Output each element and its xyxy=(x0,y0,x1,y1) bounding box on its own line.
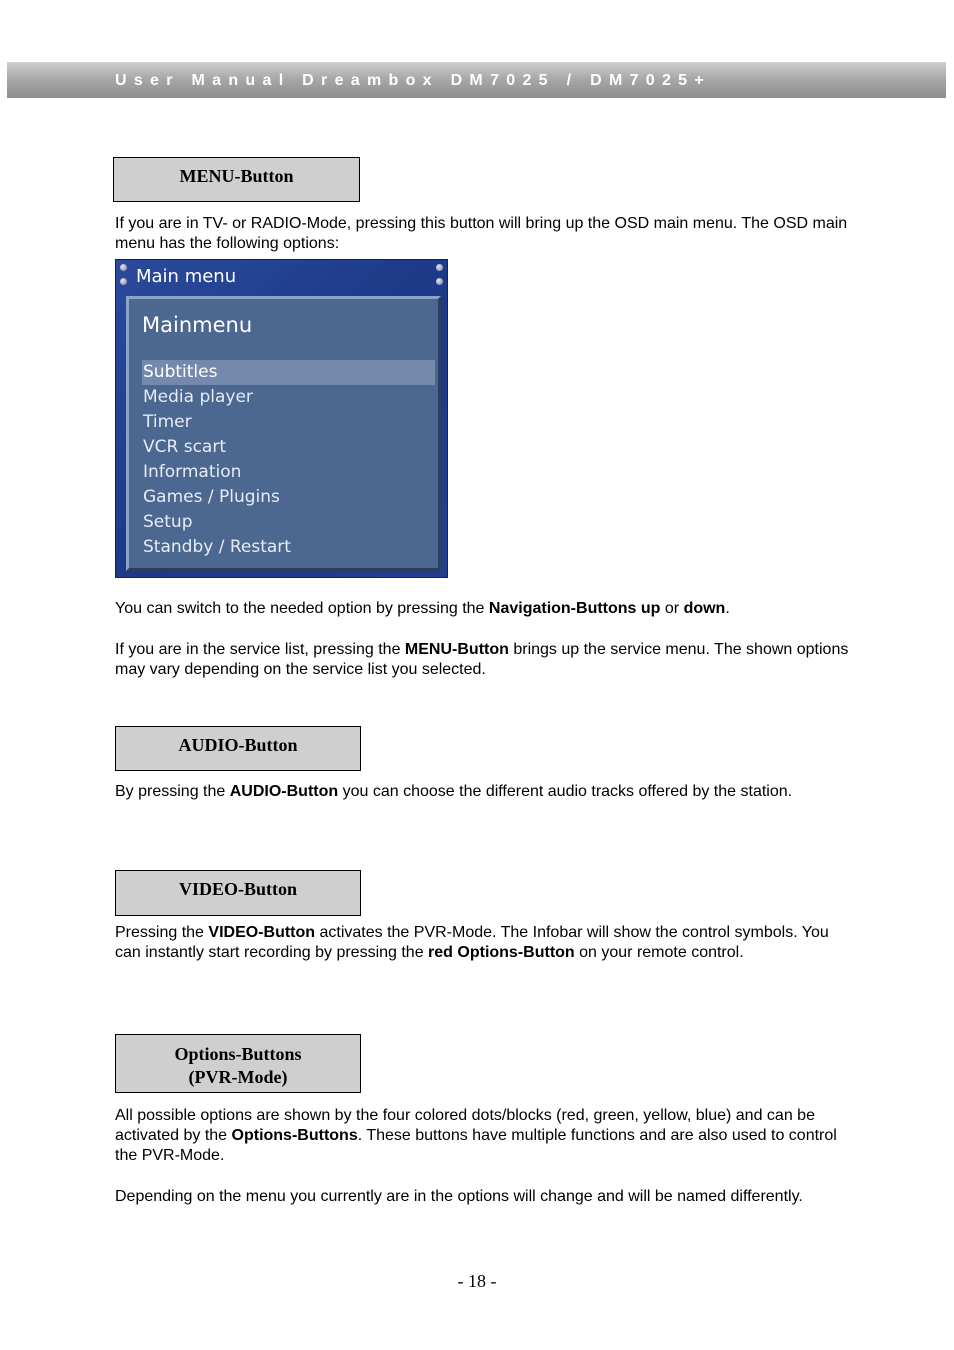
text-span: or xyxy=(660,600,684,617)
osd-window-title: Main menu xyxy=(136,266,237,287)
osd-menu-heading: Mainmenu xyxy=(142,313,253,337)
osd-menu-item[interactable]: Games / Plugins xyxy=(143,487,280,507)
header-bar xyxy=(7,62,946,98)
section-title-audio-button xyxy=(115,726,361,771)
bold-span: MENU-Button xyxy=(404,641,509,658)
bold-span: Navigation-Buttons up xyxy=(488,600,661,617)
text-span: activates the PVR-Mode. The Infobar will show the control symbols. You can instantly start recording by pressing the xyxy=(115,924,829,961)
osd-main-menu-screenshot xyxy=(115,259,448,578)
paragraph-video xyxy=(115,923,850,963)
text-span: By pressing the xyxy=(115,783,230,800)
text-span: All possible options are shown by the four colored dots/blocks (red, green, yellow, blue) and can be activated by the xyxy=(115,1107,815,1144)
manual-title: User Manual Dreambox DM7025 / DM7025+ xyxy=(115,72,712,89)
screw-icon xyxy=(120,278,127,285)
osd-menu-list xyxy=(142,360,435,560)
screw-icon xyxy=(436,264,443,271)
paragraph-options-naming: Depending on the menu you currently are in the options will change and will be named differently. xyxy=(115,1188,803,1205)
section-title-label: VIDEO-Button xyxy=(178,879,298,899)
osd-menu-item[interactable]: Setup xyxy=(143,512,193,532)
text-span: If you are in the service list, pressing the xyxy=(115,641,405,658)
section-title-video-button xyxy=(115,870,361,916)
text-span: Pressing the xyxy=(115,924,209,941)
osd-menu-item[interactable]: Timer xyxy=(143,412,192,432)
text-span: . xyxy=(725,600,730,617)
section-title-label: AUDIO-Button xyxy=(178,735,298,755)
paragraph-service-list xyxy=(115,640,850,680)
paragraph-menu-intro: If you are in TV- or RADIO-Mode, pressing this button will bring up the OSD main menu. The OSD main menu has the following options: xyxy=(115,215,848,252)
osd-menu-item[interactable]: Subtitles xyxy=(142,360,435,385)
screw-icon xyxy=(120,264,127,271)
text-span: you can choose the different audio tracks offered by the station. xyxy=(338,783,793,800)
bold-span: AUDIO-Button xyxy=(229,783,339,800)
bold-span: down xyxy=(683,600,726,617)
bold-span: VIDEO-Button xyxy=(208,924,316,941)
text-span: brings up the service menu. The shown options may vary depending on the service list you selected. xyxy=(115,641,849,678)
section-title-menu-button xyxy=(113,157,360,202)
osd-menu-panel xyxy=(126,296,441,571)
text-span: You can switch to the needed option by pressing the xyxy=(115,600,489,617)
page-number: - 18 - xyxy=(457,1271,497,1291)
paragraph-navigation xyxy=(115,599,850,619)
bold-span: Options-Buttons xyxy=(231,1127,358,1144)
text-span: on your remote control. xyxy=(574,944,744,961)
paragraph-audio xyxy=(115,782,850,802)
bold-span: red Options-Button xyxy=(428,944,575,961)
section-title-label: MENU-Button xyxy=(179,166,294,186)
section-title-options-buttons xyxy=(115,1034,361,1093)
osd-menu-item[interactable]: VCR scart xyxy=(143,437,226,457)
osd-menu-item[interactable]: Information xyxy=(143,462,242,482)
section-title-label: Options-Buttons xyxy=(174,1044,302,1064)
section-title-sublabel: (PVR-Mode) xyxy=(188,1067,288,1087)
screw-icon xyxy=(436,278,443,285)
text-span: . These buttons have multiple functions and are also used to control the PVR-Mode. xyxy=(115,1127,837,1164)
osd-menu-item[interactable]: Media player xyxy=(143,387,253,407)
paragraph-options xyxy=(115,1106,850,1166)
osd-menu-item[interactable]: Standby / Restart xyxy=(143,537,291,557)
